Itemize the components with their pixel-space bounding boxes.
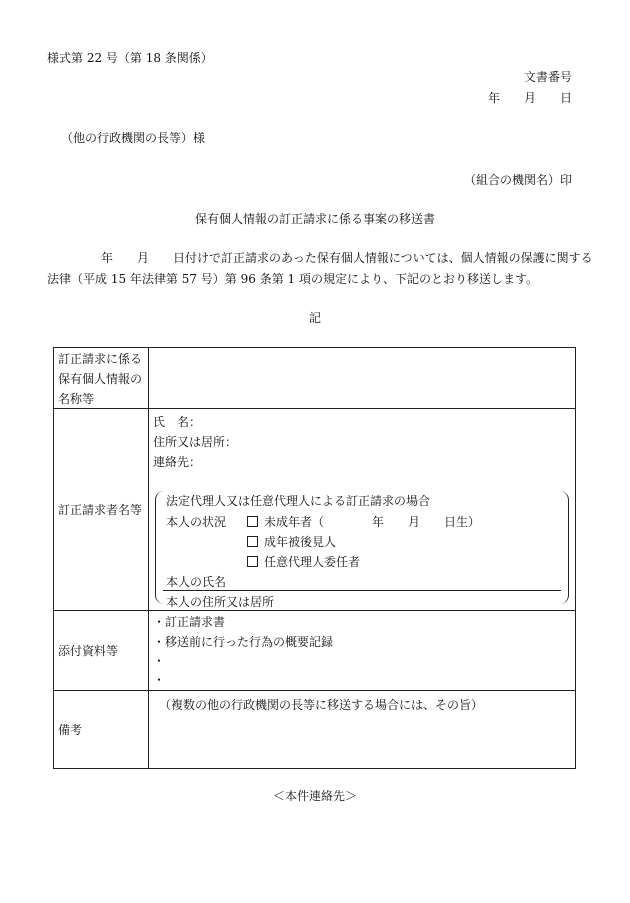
attachment-item: ・移送前に行った行為の概要記録	[153, 635, 334, 649]
document-number-label: 文書番号	[523, 70, 572, 84]
option-adult-ward[interactable]	[247, 536, 336, 548]
contact-heading: ＜本件連絡先＞	[272, 789, 357, 803]
row1-label-line1: 訂正請求に係る	[58, 352, 143, 366]
row3-label-cell	[54, 611, 149, 691]
row3-label: 添付資料等	[58, 644, 119, 658]
date-line: 年 月 日	[487, 91, 572, 105]
agent-heading: 法定代理人又は任意代理人による訂正請求の場合	[166, 494, 431, 508]
row2-label: 訂正請求者名等	[58, 503, 143, 517]
checkbox-minor[interactable]	[247, 516, 258, 527]
option-delegator-label: 任意代理人委任者	[264, 555, 361, 569]
status-label: 本人の状況	[166, 515, 227, 529]
attachment-item: ・訂正請求書	[153, 615, 226, 629]
requester-contact[interactable]: 連絡先：	[153, 455, 202, 469]
document-title: 保有個人情報の訂正請求に係る事案の移送書	[194, 212, 435, 226]
remarks-note: （複数の他の行政機関の長等に移送する場合には、その旨）	[159, 698, 484, 712]
body-line-2: 法律（平成 15 年法律第 57 号）第 96 条第 1 項の規定により、下記のとおり移送します。	[47, 272, 539, 286]
row-info-name	[54, 348, 576, 409]
row4-label: 備考	[58, 723, 83, 737]
row1-label-line2: 保有個人情報の	[58, 372, 143, 386]
row-attachments	[54, 611, 576, 691]
row3-value-cell	[149, 611, 576, 691]
row2-label-cell	[54, 409, 149, 611]
row-requester	[54, 409, 576, 611]
addressee: （他の行政機関の長等）様	[61, 131, 206, 145]
row1-label-cell	[54, 348, 149, 409]
checkbox-delegator[interactable]	[247, 556, 258, 567]
form-number: 様式第 22 号（第 18 条関係）	[47, 51, 213, 65]
row1-label-line3: 名称等	[58, 392, 95, 406]
transfer-details-table	[53, 347, 576, 769]
sender-organization: （組合の機関名）印	[463, 173, 572, 187]
attachment-item: ・	[153, 673, 166, 687]
row1-value-cell[interactable]	[149, 348, 576, 409]
option-adult-ward-label: 成年被後見人	[264, 535, 337, 549]
requester-name[interactable]: 氏 名：	[153, 415, 202, 429]
option-minor-label: 未成年者（ 年 月 日生）	[264, 515, 481, 529]
row2-value-cell	[149, 409, 576, 611]
row4-value-cell[interactable]	[149, 691, 576, 769]
row4-label-cell	[54, 691, 149, 769]
body-line-1: 年 月 日付けで訂正請求のあった保有個人情報については、個人情報の保護に関する	[101, 251, 593, 265]
ki-heading: 記	[308, 311, 321, 325]
attachment-item: ・	[153, 654, 166, 668]
requester-address[interactable]: 住所又は居所：	[153, 435, 238, 449]
option-delegator[interactable]	[247, 556, 360, 568]
option-minor[interactable]	[247, 516, 480, 528]
checkbox-adult-ward[interactable]	[247, 536, 258, 547]
row-remarks	[54, 691, 576, 769]
person-name-label: 本人の氏名	[166, 575, 227, 589]
person-name-underline[interactable]	[163, 590, 561, 591]
person-address-label: 本人の住所又は居所	[166, 595, 275, 609]
